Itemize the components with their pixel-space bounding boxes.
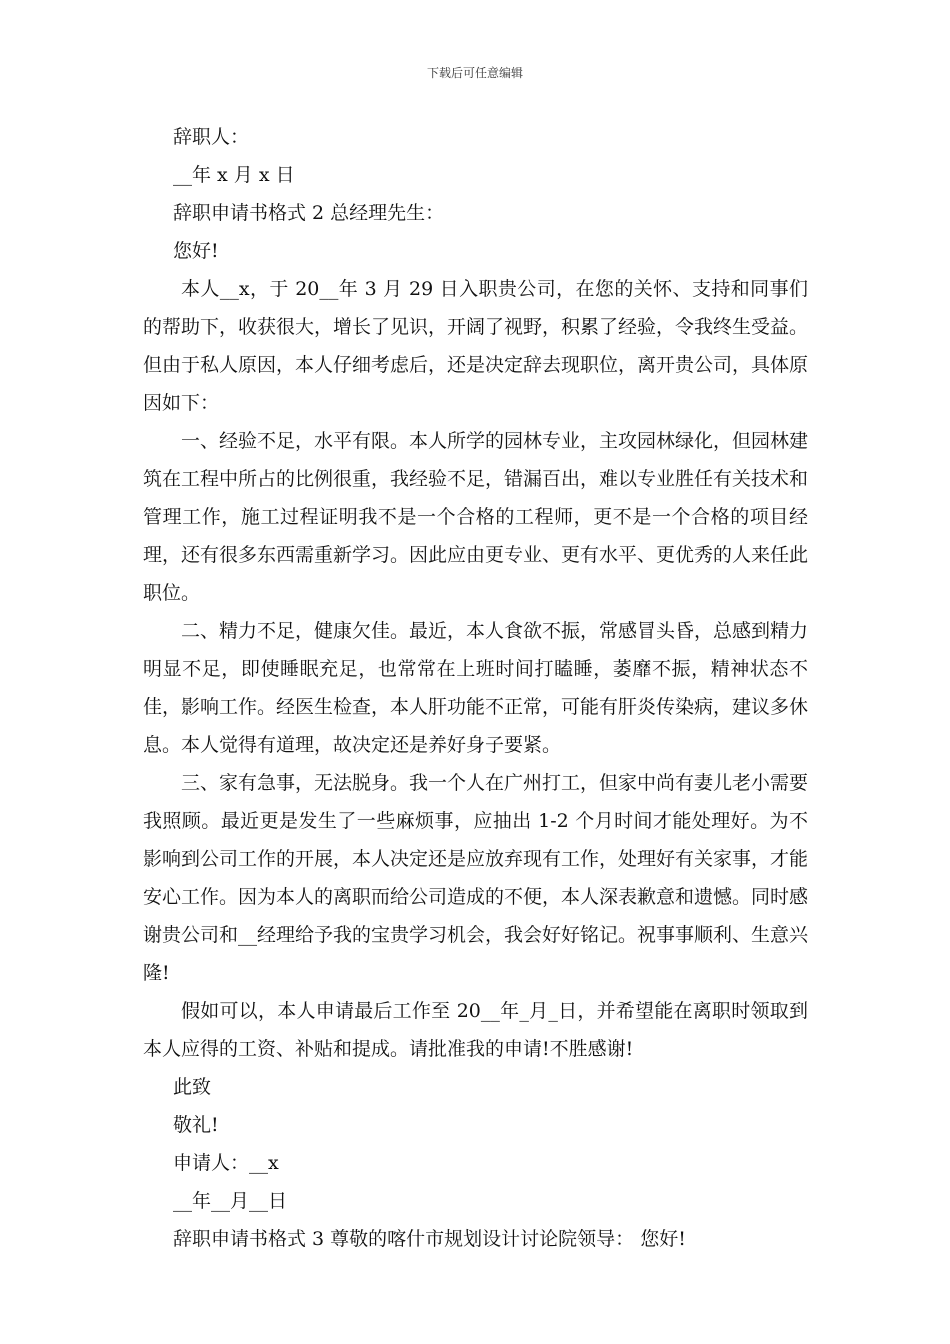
paragraph-reason-1: 一、经验不足，水平有限。本人所学的园林专业，主攻园林绿化，但园林建筑在工程中所占的比例很重，我经验不足，错漏百出，难以专业胜任有关技术和管理工作，施工过程证明我不是一个合格的工程师，更不是一个合格的项目经理，还有很多东西需重新学习。因此应由更专业、更有水平、更优秀的人来任此职位。 [143,430,809,604]
format-3-title: 辞职申请书格式 3 尊敬的喀什市规划设计讨论院领导： 您好! [173,1228,686,1250]
applicant-name: 申请人：__x [173,1152,279,1174]
paragraph-request: 假如可以，本人申请最后工作至 20__年_月_日，并希望能在离职时领取到本人应得的工资、补贴和提成。请批准我的申请!不胜感谢! [143,1000,808,1060]
applicant-date: __年__月__日 [173,1190,288,1212]
document-body [143,118,808,1258]
closing-salutation: 此致 [173,1076,212,1098]
page-header: 下载后可任意编辑 [426,66,523,80]
paragraph-reason-3: 三、家有急事，无法脱身。我一个人在广州打工，但家中尚有妻儿老小需要我照顾。最近更是发生了一些麻烦事，应抽出 1-2 个月时间才能处理好。为不影响到公司工作的开展，本人决定还是应放弃现有工作，处理好有关家事，才能安心工作。因为本人的离职而给公司造成的不便，本人深表歉意和遗憾。同时感谢贵公司和__经理给予我的宝贵学习机会，我会好好铭记。祝事事顺利、生意兴隆! [143,772,809,984]
greeting: 您好! [173,240,219,262]
paragraph-reason-2: 二、精力不足，健康欠佳。最近，本人食欲不振，常感冒头昏，总感到精力明显不足，即使睡眠充足，也常常在上班时间打瞌睡，萎靡不振，精神状态不佳，影响工作。经医生检查，本人肝功能不正常，可能有肝炎传染病，建议多休息。本人觉得有道理，故决定还是养好身子要紧。 [143,620,809,756]
signature-label: 辞职人： [173,126,250,148]
closing-regards: 敬礼! [173,1114,219,1136]
format-2-title: 辞职申请书格式 2 总经理先生： [173,202,445,224]
signature-date: __年 x 月 x 日 [173,164,295,186]
paragraph-intro: 本人__x，于 20__年 3 月 29 日入职贵公司，在您的关怀、支持和同事们的帮助下，收获很大，增长了见识，开阔了视野，积累了经验，令我终生受益。但由于私人原因，本人仔细考虑后，还是决定辞去现职位，离开贵公司，具体原因如下： [143,278,809,414]
